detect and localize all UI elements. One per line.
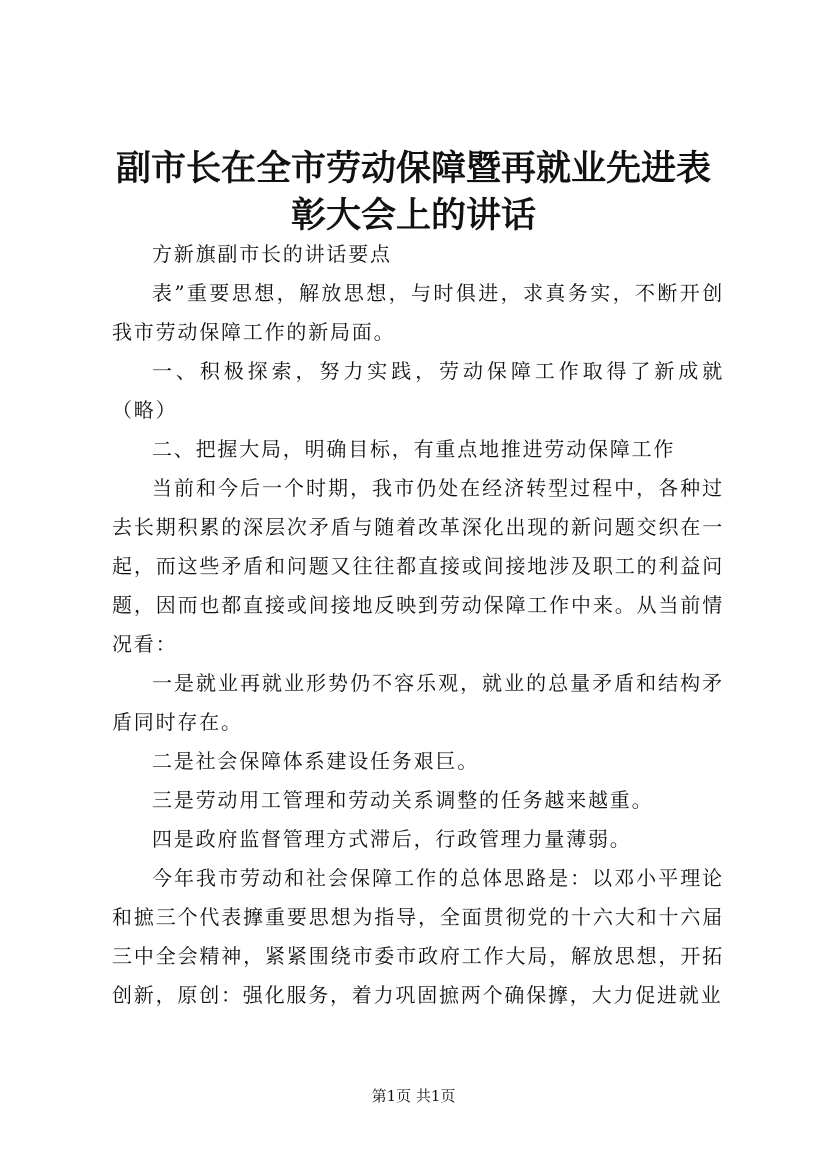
document-title: 副市长在全市劳动保障暨再就业先进表彰大会上的讲话 (115, 148, 711, 236)
paragraph-intro: 表”重要思想，解放思想，与时俱进，求真务实，不断开创我市劳动保障工作的新局面。 (112, 281, 724, 344)
paragraph-point-two: 二是社会保障体系建设任务艰巨。 (152, 749, 479, 773)
document-body (112, 235, 724, 1015)
paragraph-point-four: 四是政府监督管理方式滞后，行政管理力量薄弱。 (152, 827, 632, 851)
paragraph-overall-approach: 今年我市劳动和社会保障工作的总体思路是：以邓小平理论和摭三个代表擵重要思想为指导，全面贯彻党的十六大和十六届三中全会精神，紧紧围绕市委市政府工作大局，解放思想，开拓创新，原创：强化服务，着力巩固摭两个确保擵，大力促进就业 (112, 866, 724, 1007)
paragraph-current-situation: 当前和今后一个时期，我市仍处在经济转型过程中，各种过去长期积累的深层次矛盾与随着改革深化出现的新问题交织在一起，而这些矛盾和问题又往往都直接或间接地涉及职工的利益问题，因而也都直接或间接地反映到劳动保障工作中来。从当前情况看： (112, 476, 724, 656)
paragraph-section-one: 一、积极探索，努力实践，劳动保障工作取得了新成就（略） (112, 359, 724, 422)
paragraph-point-three: 三是劳动用工管理和劳动关系调整的任务越来越重。 (152, 788, 654, 812)
paragraph-point-one: 一是就业再就业形势仍不容乐观，就业的总量矛盾和结构矛盾同时存在。 (112, 671, 724, 734)
paragraph-section-two: 二、把握大局，明确目标，有重点地推进劳动保障工作 (152, 437, 676, 461)
paragraph-speech-summary: 方新旗副市长的讲话要点 (152, 242, 392, 266)
page-footer: 第1页 共1页 (371, 1087, 456, 1105)
